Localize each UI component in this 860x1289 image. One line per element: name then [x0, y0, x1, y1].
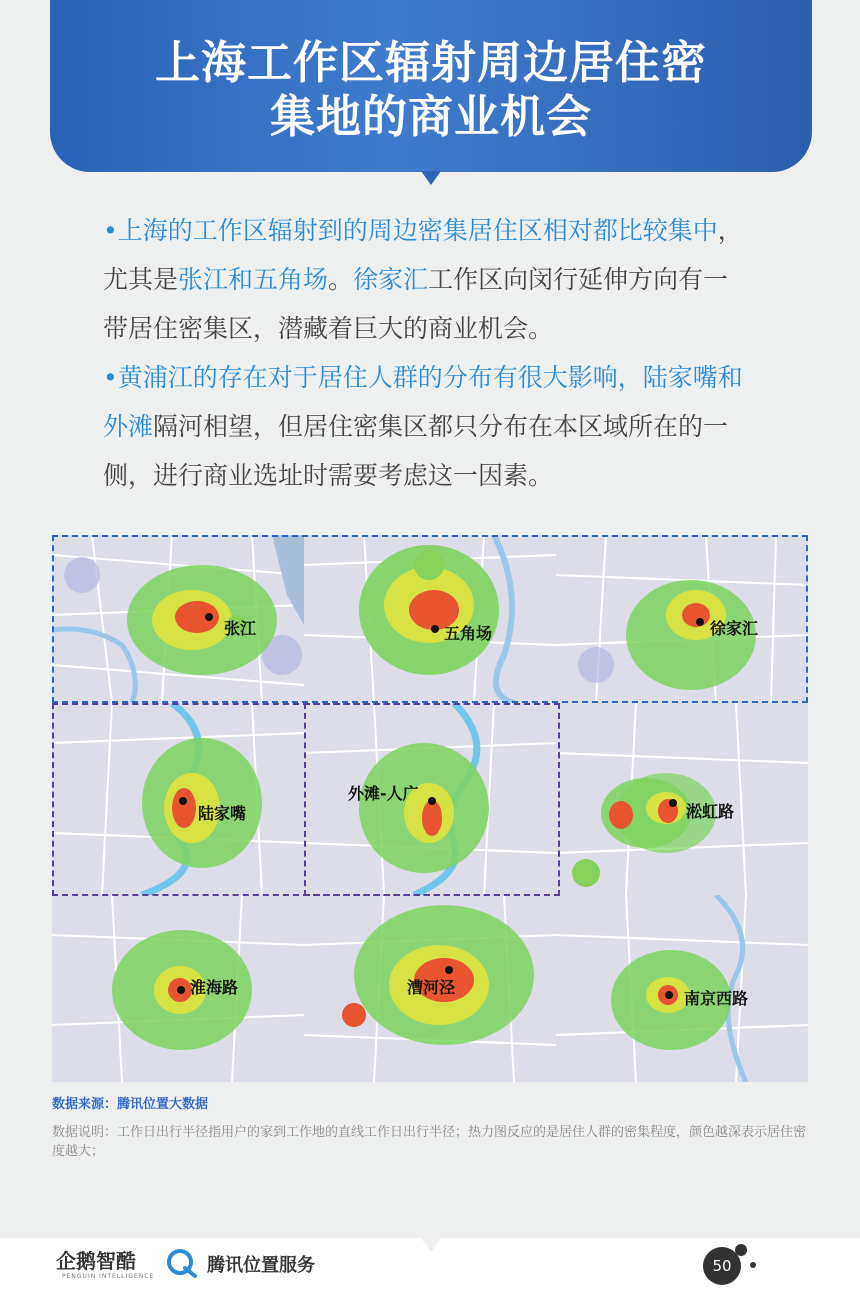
heatmap-image — [52, 703, 304, 895]
heatmap-tile-xujiahui — [556, 535, 808, 703]
location-label: 南京西路 — [684, 989, 749, 1008]
location-label: 漕河泾 — [407, 978, 456, 997]
heatmap-image — [556, 535, 808, 703]
location-label: 淮海路 — [190, 978, 239, 997]
page-badge-decoration — [750, 1262, 756, 1268]
footer-pointer — [421, 1238, 441, 1252]
location-label: 淞虹路 — [686, 802, 735, 821]
bullet-item-1 — [103, 206, 753, 353]
location-label: 外滩-人广 — [348, 784, 419, 803]
location-label: 徐家汇 — [710, 619, 759, 638]
location-label: 张江 — [224, 619, 257, 638]
heatmap-image — [52, 535, 304, 703]
heatmap-tile-wujiaochang — [304, 535, 556, 703]
heatmap-image — [304, 535, 556, 703]
location-marker — [179, 797, 187, 805]
bullet-text-highlight: 上海的工作区辐射到的周边密集居住区相对都比较集中 — [117, 216, 718, 245]
location-marker — [669, 799, 677, 807]
heatmap-tile-huaihailu — [52, 895, 304, 1082]
heatmap-tile-caohejing — [304, 895, 556, 1082]
location-label: 五角场 — [444, 624, 493, 643]
location-marker — [428, 797, 436, 805]
page-title — [50, 36, 812, 144]
bullet-text: 隔河相望，但居住密集区都只分布在本区域所在的一侧，进行商业选址时需要考虑这一因素。 — [103, 412, 729, 490]
location-label: 陆家嘴 — [198, 804, 247, 823]
location-marker — [431, 625, 439, 633]
location-marker — [177, 986, 185, 994]
location-marker — [665, 991, 673, 999]
page-title-line2: 集地的商业机会 — [269, 90, 592, 143]
bullet-text-highlight: 黄浦江的存在对于居住人群的分布有很大影响，陆家嘴和外滩 — [103, 363, 743, 441]
heatmap-grid — [52, 535, 808, 1082]
tencent-location-icon — [165, 1248, 199, 1278]
penguin-intelligence-logo: 企鹅智酷 — [56, 1249, 136, 1273]
heatmap-image — [556, 895, 808, 1082]
banner-pointer — [421, 171, 441, 185]
heatmap-image — [556, 703, 808, 895]
heatmap-tile-lujiazui — [52, 703, 304, 895]
heatmap-tile-zhangjiang — [52, 535, 304, 703]
page-title-line1: 上海工作区辐射周边居住密 — [154, 36, 707, 89]
location-marker — [445, 966, 453, 974]
bullet-marker: • — [103, 216, 118, 245]
bullet-list — [103, 206, 753, 500]
tencent-location-service-logo: 腾讯位置服务 — [207, 1255, 315, 1276]
bullet-marker: • — [103, 363, 118, 392]
heatmap-tile-nanjingxilu — [556, 895, 808, 1082]
bullet-text-highlight: 徐家汇 — [353, 265, 429, 294]
bullet-text-highlight: 张江和五角场 — [178, 265, 329, 294]
data-note: 数据说明：工作日出行半径指用户的家到工作地的直线工作日出行半径；热力图反应的是居住人群的密集程度，颜色越深表示居住密度越大； — [52, 1125, 807, 1159]
penguin-intelligence-subtitle: PENGUIN INTELLIGENCE — [62, 1273, 155, 1280]
data-source: 数据来源：腾讯位置大数据 — [52, 1097, 209, 1112]
location-marker — [205, 613, 213, 621]
location-marker — [696, 618, 704, 626]
heatmap-tile-songhonglu — [556, 703, 808, 895]
heatmap-tile-waitan — [304, 703, 556, 895]
bullet-text: 。 — [328, 265, 354, 294]
bullet-text: ，尤其是 — [103, 216, 743, 294]
bullet-text: 工作区向闵行延伸方向有一带居住密集区，潜藏着巨大的商业机会。 — [103, 265, 729, 343]
bullet-item-2 — [103, 353, 753, 500]
page-number: 50 — [703, 1247, 741, 1285]
